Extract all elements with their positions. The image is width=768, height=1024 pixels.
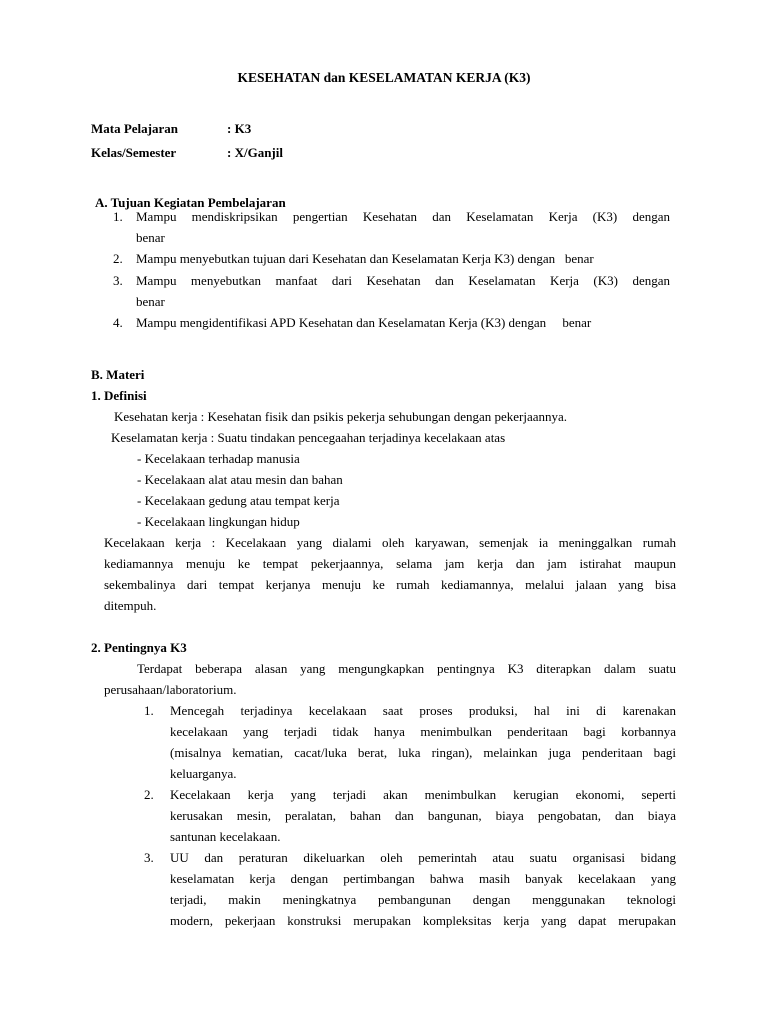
reason-line: Mencegah terjadinya kecelakaan saat proses produksi, hal ini di karenakan — [170, 703, 676, 718]
reason-line: terjadi, makin meningkatnya pembangunan dengan menggunakan teknologi — [170, 892, 676, 907]
kecelakaan-paragraph-line: sekembalinya dari tempat kerjanya menuju ke rumah kediamannya, melalui jalaan yang bisa — [104, 577, 676, 592]
reason-line: UU dan peraturan dikeluarkan oleh pemerintah atau suatu organisasi bidang — [170, 850, 676, 865]
accident-type-item: - Kecelakaan lingkungan hidup — [137, 514, 300, 529]
document-title: KESEHATAN dan KESELAMATAN KERJA (K3) — [237, 70, 531, 85]
objective-text-cont: benar — [136, 294, 165, 309]
definition-heading: 1. Definisi — [91, 388, 147, 403]
objective-number: 3. — [113, 273, 123, 288]
class-label: Kelas/Semester — [91, 145, 177, 160]
section-b-heading: B. Materi — [91, 367, 145, 382]
importance-heading: 2. Pentingnya K3 — [91, 640, 187, 655]
objective-text: Mampu menyebutkan tujuan dari Kesehatan dan Keselamatan Kerja K3) dengan benar — [136, 251, 594, 266]
objective-text: Mampu mengidentifikasi APD Kesehatan dan Keselamatan Kerja (K3) dengan benar — [136, 315, 592, 330]
reason-line: modern, pekerjaan konstruksi merupakan kompleksitas kerja yang dapat merupakan — [170, 913, 676, 928]
accident-type-item: - Kecelakaan terhadap manusia — [137, 451, 300, 466]
objective-text: Mampu menyebutkan manfaat dari Kesehatan dan Keselamatan Kerja (K3) dengan — [136, 273, 670, 288]
reason-line: santunan kecelakaan. — [170, 829, 281, 844]
reason-number: 2. — [144, 787, 154, 802]
kecelakaan-paragraph-line: ditempuh. — [104, 598, 157, 613]
reason-number: 3. — [144, 850, 154, 865]
objective-number: 1. — [113, 209, 123, 224]
importance-intro-line: Terdapat beberapa alasan yang mengungkapkan pentingnya K3 diterapkan dalam suatu — [137, 661, 676, 676]
subject-value: : K3 — [227, 121, 252, 136]
kecelakaan-paragraph-line: kediamannya menuju ke tempat pekerjaannya, selama jam kerja dan jam istirahat maupun — [104, 556, 676, 571]
objective-text: Mampu mendiskripsikan pengertian Kesehatan dan Keselamatan Kerja (K3) dengan — [136, 209, 670, 224]
accident-type-item: - Kecelakaan gedung atau tempat kerja — [137, 493, 340, 508]
keselamatan-definition: Keselamatan kerja : Suatu tindakan pencegaahan terjadinya kecelakaan atas — [111, 430, 506, 445]
kecelakaan-paragraph-line: Kecelakaan kerja : Kecelakaan yang dialami oleh karyawan, semenjak ia meninggalkan rumah — [104, 535, 676, 550]
objective-text-cont: benar — [136, 230, 165, 245]
section-a-heading: A. Tujuan Kegiatan Pembelajaran — [95, 195, 286, 210]
reason-line: kecelakaan yang terjadi tidak hanya menimbulkan penderitaan bagi korbannya — [170, 724, 676, 739]
reason-line: (misalnya kematian, cacat/luka berat, luka ringan), melainkan juga penderitaan bagi — [170, 745, 676, 760]
reason-line: keluarganya. — [170, 766, 237, 781]
reason-line: keselamatan kerja dengan pertimbangan bahwa masih banyak kecelakaan yang — [170, 871, 676, 886]
kesehatan-definition: Kesehatan kerja : Kesehatan fisik dan psikis pekerja sehubungan dengan pekerjaannya. — [114, 409, 568, 424]
subject-label: Mata Pelajaran — [91, 121, 179, 136]
reason-line: Kecelakaan kerja yang terjadi akan menimbulkan kerugian ekonomi, seperti — [170, 787, 676, 802]
objective-number: 4. — [113, 315, 123, 330]
importance-intro-line: perusahaan/laboratorium. — [104, 682, 237, 697]
objective-number: 2. — [113, 251, 123, 266]
reason-number: 1. — [144, 703, 154, 718]
reason-line: kerusakan mesin, peralatan, bahan dan bangunan, biaya pengobatan, dan biaya — [170, 808, 676, 823]
class-value: : X/Ganjil — [227, 145, 283, 160]
accident-type-item: - Kecelakaan alat atau mesin dan bahan — [137, 472, 343, 487]
